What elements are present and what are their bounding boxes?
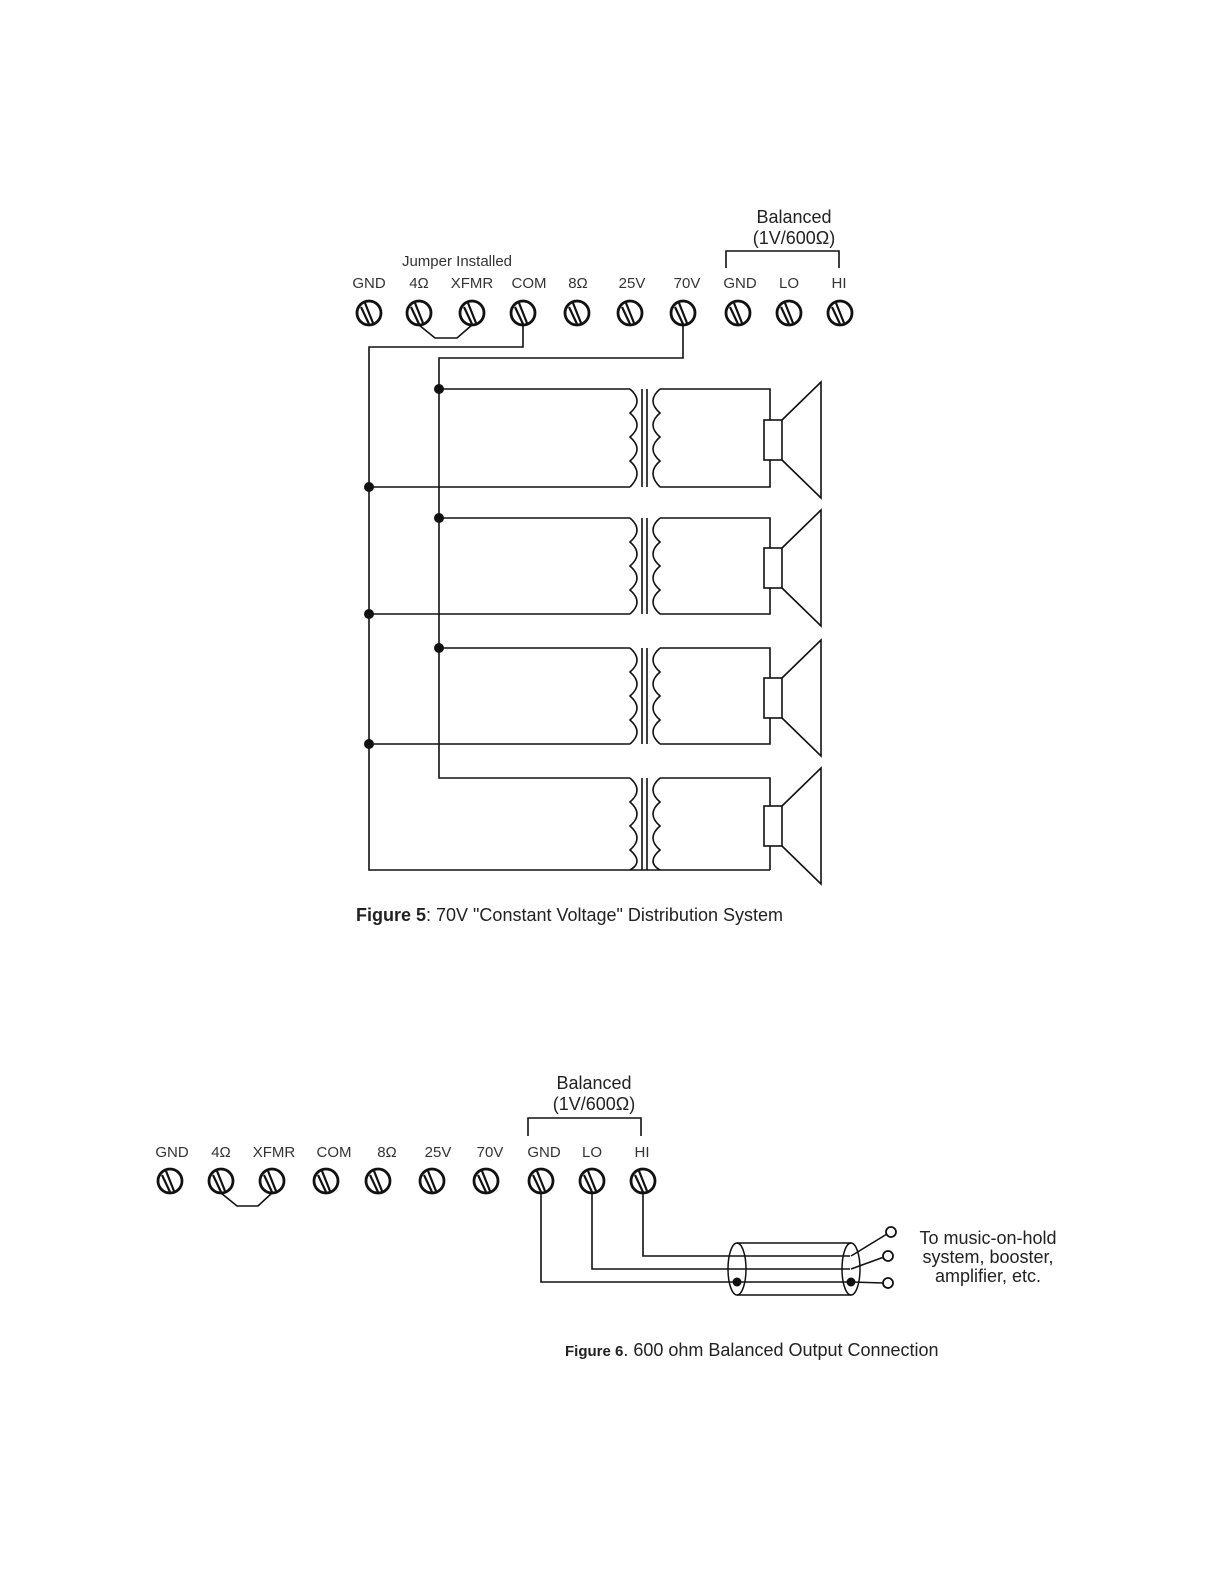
fig6-screw-lo-icon (580, 1169, 604, 1193)
fig6-wire-lo (592, 1193, 850, 1269)
fig6-jumper-wire (221, 1193, 272, 1206)
fig5-terminal-screws (357, 301, 852, 325)
fig6-output-label-2: system, booster, (922, 1247, 1054, 1267)
fig6-label-25v: 25V (424, 1144, 452, 1161)
fig5-caption-prefix: Figure 5 (356, 905, 427, 925)
fig5-screw-25v-icon (618, 301, 642, 325)
fig6-label-xfmr: XFMR (252, 1144, 296, 1161)
fig5-speaker-4-icon (764, 768, 821, 884)
fig5-screw-gnd-icon (357, 301, 381, 325)
fig6-label-hi: HI (634, 1144, 650, 1161)
fig5-screw-8ohm-icon (565, 301, 589, 325)
fig6-screw-hi-icon (631, 1169, 655, 1193)
fig6-terminal-labels (155, 1144, 649, 1161)
fig5-label-25v: 25V (618, 275, 646, 292)
fig5-balanced-spec: (1V/600Ω) (752, 228, 836, 248)
fig5-screw-gnd-bal-icon (726, 301, 750, 325)
fig5-label-hi: HI (831, 275, 847, 292)
fig5-speaker-branch-1 (364, 382, 821, 498)
fig5-speaker-branch-2 (364, 510, 821, 626)
fig5-label-4ohm: 4Ω (409, 275, 429, 292)
fig5-speaker-1-icon (764, 382, 821, 498)
fig6-label-8ohm: 8Ω (377, 1144, 397, 1161)
fig6-label-4ohm: 4Ω (211, 1144, 231, 1161)
fig6-caption-prefix: Figure 6 (565, 1343, 624, 1360)
fig6-screw-4ohm-icon (209, 1169, 233, 1193)
fig6-label-gnd: GND (155, 1144, 189, 1161)
fig5-screw-lo-icon (777, 301, 801, 325)
fig6-output-label-3: amplifier, etc. (934, 1266, 1042, 1286)
fig5-label-lo: LO (778, 275, 800, 292)
fig6-lead-gnd (851, 1282, 884, 1283)
fig5-screw-70v-icon (671, 301, 695, 325)
fig5-speaker-branch-4 (630, 768, 821, 884)
fig6-output-terminal-3-icon (883, 1278, 893, 1288)
fig5-terminal-labels (352, 275, 846, 292)
fig6-output-label-1: To music-on-hold (919, 1228, 1057, 1248)
fig6-screw-com-icon (314, 1169, 338, 1193)
fig6-wire-hi (643, 1193, 850, 1256)
fig6-caption-text: . 600 ohm Balanced Output Connection (623, 1340, 939, 1360)
fig5-screw-4ohm-icon (407, 301, 431, 325)
fig5-speaker-branch-3 (364, 640, 821, 756)
fig6-output-terminal-1-icon (886, 1227, 896, 1237)
fig5-com-bus (369, 325, 770, 870)
fig6-terminal-screws (158, 1169, 655, 1193)
fig6-screw-gnd-bal-icon (529, 1169, 553, 1193)
fig5-label-gnd-bal: GND (723, 275, 757, 292)
fig6-caption (565, 1340, 939, 1360)
fig6-screw-8ohm-icon (366, 1169, 390, 1193)
fig5-jumper-label: Jumper Installed (401, 253, 513, 270)
figure-6 (155, 1073, 1056, 1360)
fig5-caption (356, 905, 783, 925)
fig5-screw-hi-icon (828, 301, 852, 325)
fig5-label-com: COM (511, 275, 547, 292)
fig5-label-8ohm: 8Ω (568, 275, 588, 292)
fig6-screw-25v-icon (420, 1169, 444, 1193)
fig6-screw-gnd-icon (158, 1169, 182, 1193)
fig6-output-terminal-2-icon (883, 1251, 893, 1261)
fig6-balanced-bracket (528, 1118, 641, 1136)
fig6-label-com: COM (316, 1144, 352, 1161)
fig5-screw-xfmr-icon (460, 301, 484, 325)
fig5-balanced-label: Balanced (756, 207, 832, 227)
fig6-screw-70v-icon (474, 1169, 498, 1193)
fig5-screw-com-icon (511, 301, 535, 325)
fig5-label-xfmr: XFMR (450, 275, 494, 292)
fig6-screw-xfmr-icon (260, 1169, 284, 1193)
fig5-speaker-3-icon (764, 640, 821, 756)
fig6-balanced-spec: (1V/600Ω) (552, 1094, 636, 1114)
fig5-jumper-wire (419, 325, 472, 338)
fig5-speaker-2-icon (764, 510, 821, 626)
fig6-label-lo: LO (581, 1144, 603, 1161)
figure-5 (352, 207, 852, 925)
fig5-balanced-bracket (726, 251, 839, 268)
fig5-label-70v: 70V (673, 275, 701, 292)
fig6-label-gnd-bal: GND (527, 1144, 561, 1161)
fig6-label-70v: 70V (476, 1144, 504, 1161)
fig6-balanced-label: Balanced (556, 1073, 632, 1093)
fig5-caption-text: : 70V "Constant Voltage" Distribution System (426, 905, 783, 925)
fig6-lead-hi (851, 1234, 887, 1256)
fig5-label-gnd: GND (352, 275, 386, 292)
fig6-lead-lo (851, 1257, 884, 1269)
